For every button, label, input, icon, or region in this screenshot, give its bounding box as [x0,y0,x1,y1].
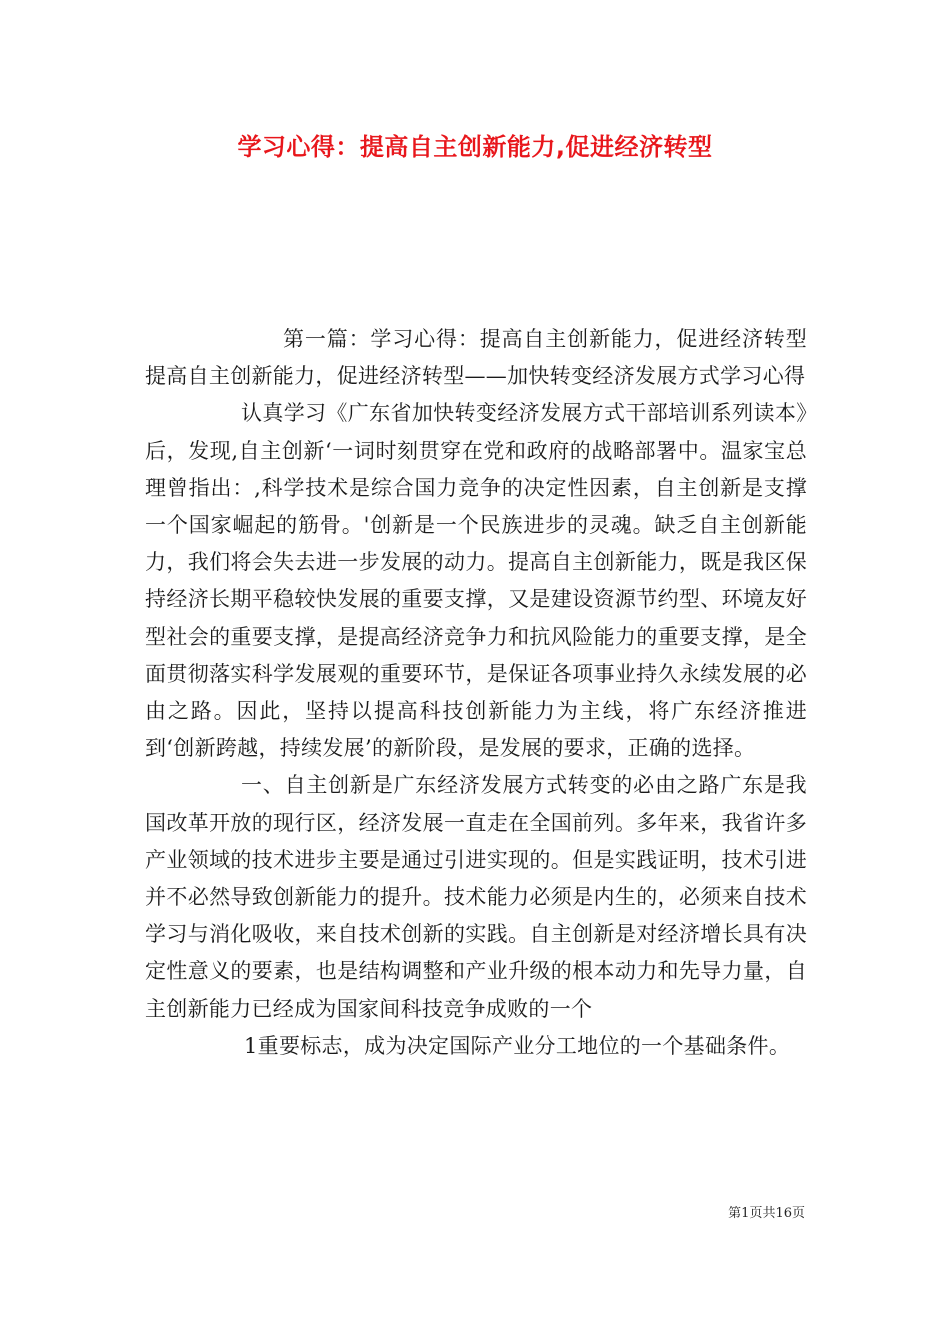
paragraph-section-one: 一、自主创新是广东经济发展方式转变的必由之路广东是我国改革开放的现行区，经济发展一直走在全国前列。多年来，我省许多产业领域的技术进步主要是通过引进实现的。但是实践证明，技术引进并不必然导致创新能力的提升。技术能力必须是内生的，必须来自技术学习与消化吸收，来自技术创新的实践。自主创新是对经济增长具有决定性意义的要素，也是结构调整和产业升级的根本动力和先导力量，自主创新能力已经成为国家间科技竞争成败的一个 [145,773,807,1021]
page-number: 第1页共16页 [728,1206,805,1221]
paragraph-continuation: 1重要标志，成为决定国际产业分工地位的一个基础条件。 [244,1033,791,1058]
paragraph-study-reading: 认真学习《广东省加快转变经济发展方式干部培训系列读本》后，发现,自主创新‘一词时刻贯穿在党和政府的战略部署中。温家宝总理曾指出：,科学技术是综合国力竞争的决定性因素，自主创新是支撑一个国家崛起的筋骨。'创新是一个民族进步的灵魂。缺乏自主创新能力，我们将会失去进一步发展的动力。提高自主创新能力，既是我区保持经济长期平稳较快发展的重要支撑，又是建设资源节约型、环境友好型社会的重要支撑，是提高经济竞争力和抗风险能力的重要支撑，是全面贯彻落实科学发展观的重要环节，是保证各项事业持久永续发展的必由之路。因此，坚持以提高科技创新能力为主线，将广东经济推进到‘创新跨越，持续发展’的新阶段，是发展的要求，正确的选择。 [145,401,807,761]
document-body [145,321,807,1065]
document-title: 学习心得：提高自主创新能力,促进经济转型 [237,133,713,161]
paragraph-intro: 第一篇：学习心得：提高自主创新能力，促进经济转型提高自主创新能力，促进经济转型——加快转变经济发展方式学习心得 [145,327,807,389]
